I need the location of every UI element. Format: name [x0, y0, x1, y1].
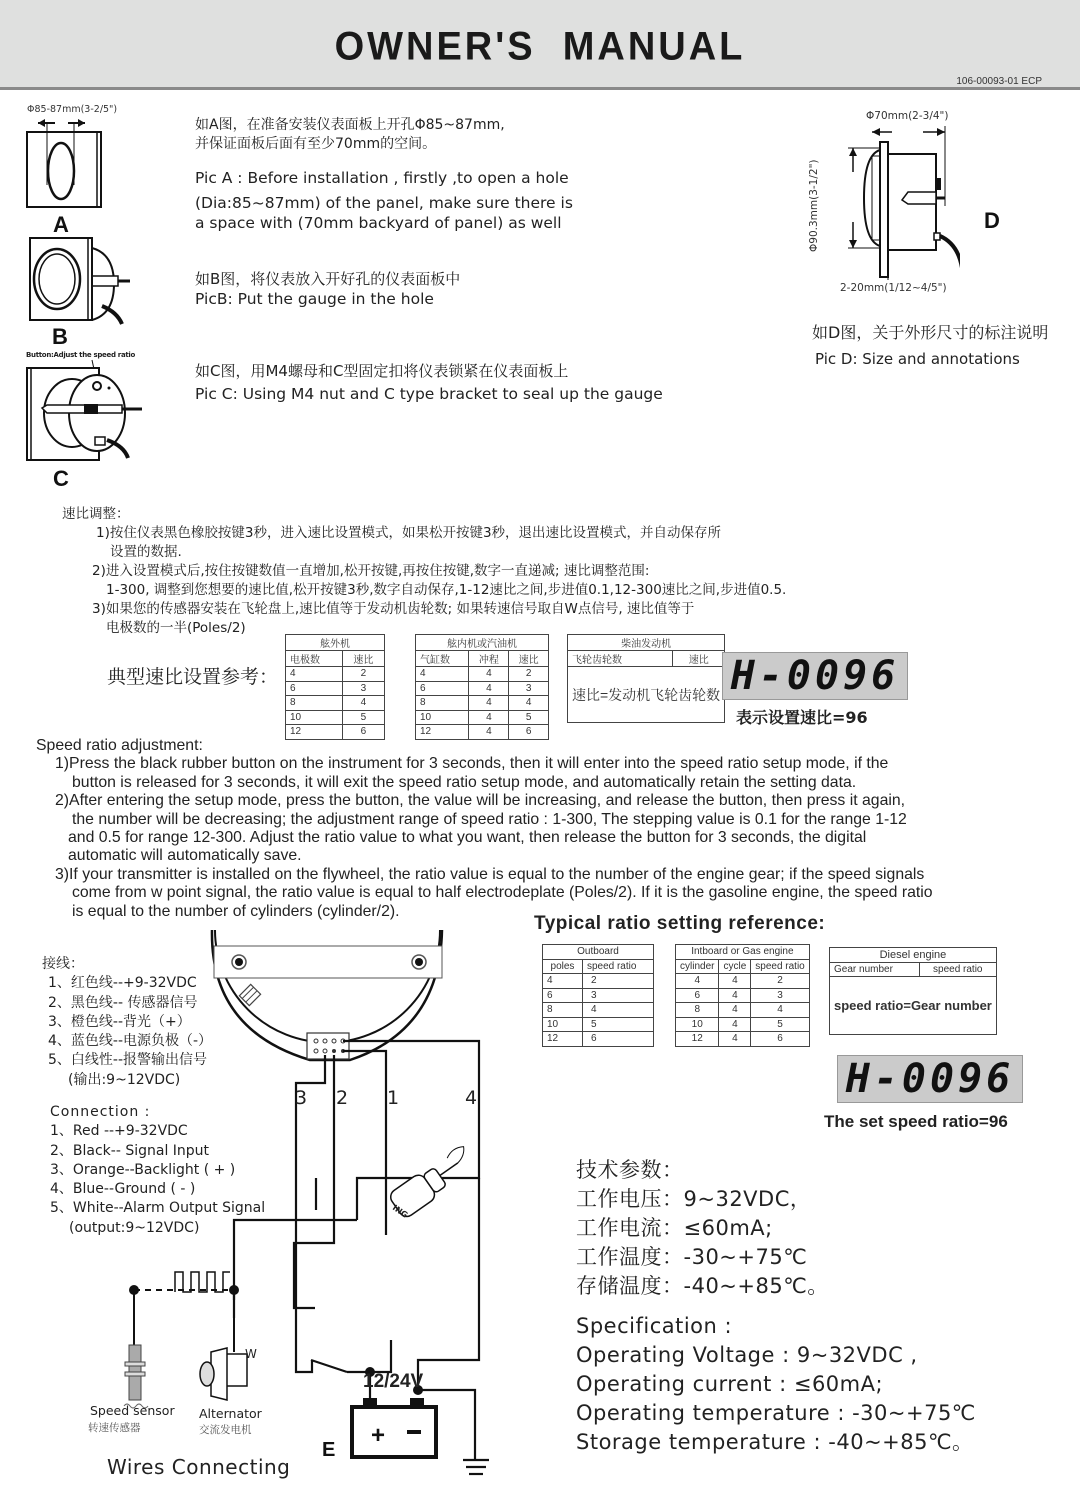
spec-item: 工作温度：-30~+75℃ — [576, 1245, 808, 1269]
alternator-label-en: Alternator — [199, 1406, 262, 1421]
en-line: button is released for 3 seconds, it will exit the speed ratio setup mode, and automatically retain the setting data. — [72, 773, 857, 791]
en-line: 2)After entering the setup mode, press the button, the value will be increasing, and release the button, then press it again, — [55, 792, 906, 810]
table-row: 12 6 — [543, 1032, 654, 1047]
spec-item: Operating current : ≤60mA; — [576, 1372, 884, 1396]
table-row: 10 4 5 — [676, 1017, 810, 1032]
cn-line: 1-300, 调整到您想要的速比值,松开按键3秒,数字自动保存,1-12速比之间,步进值0.1,12-300速比之间,步进值0.5. — [106, 582, 787, 598]
en-reference-label: Typical ratio setting reference: — [534, 913, 826, 934]
pic-a-cn-line1: 如A图，在准备安装仪表面板上开孔Φ85~87mm, — [195, 117, 505, 133]
cn-line: 3)如果您的传感器安装在飞轮盘上,速比值等于发动机齿轮数; 如果转速信号取自W点信号, 速比值等于 — [92, 601, 695, 617]
pic-d-cn: 如D图，关于外形尺寸的标注说明 — [812, 323, 1049, 342]
list-item: 1、红色线--+9-32VDC — [48, 975, 197, 992]
speed-ratio-cn-title: 速比调整： — [62, 506, 130, 522]
pic-b-en: PicB: Put the gauge in the hole — [195, 290, 434, 308]
pic-a-en-line1: Pic A : Before installation , firstly ,to open a hole — [195, 169, 569, 187]
cn-inboard-table: 舷内机或汽油机 气缸数 冲程 速比 4 4 2 6 4 3 8 4 4 10 4 5 12 4 6 — [415, 634, 549, 740]
spec-en-section — [576, 1312, 976, 1457]
wire-number-3: 3 — [295, 1087, 308, 1109]
pic-d-dim-bottom: 2-20mm(1/12~4/5") — [840, 282, 947, 294]
wire-number-2: 2 — [336, 1087, 349, 1109]
en-diesel-table: Diesel engine Gear number speed ratio speed ratio=Gear number — [829, 947, 997, 1035]
wire-number-1: 1 — [387, 1087, 400, 1109]
page-title: OWNER'S MANUAL — [334, 24, 746, 70]
cn-line: 2)进入设置模式后,按住按键数值一直增加,松开按键,再按住按键,数字一直递减; 速比调整范围: — [92, 563, 650, 579]
wiring-en-title: Connection : — [50, 1104, 151, 1120]
ignition-label: ING — [390, 1203, 410, 1220]
en-line: 1)Press the black rubber button on the instrument for 3 seconds, then it will enter into the speed ratio setup mode, if the — [55, 755, 889, 773]
alternator-terminal-label: W — [245, 1347, 257, 1361]
list-item: (output:9~12VDC) — [69, 1219, 200, 1236]
pic-b-label: B — [52, 324, 68, 349]
table-row: 4 2 — [543, 974, 654, 989]
en-line: 3)If your transmitter is installed on the flywheel, the ratio value is equal to the number of the engine gear; if the speed signals — [55, 865, 925, 883]
pic-c-cn: 如C图，用M4螺母和C型固定扣将仪表锁紧在仪表面板上 — [195, 362, 569, 380]
pic-c-en: Pic C: Using M4 nut and C type bracket to seal up the gauge — [195, 385, 663, 403]
column-header: 电极数 — [286, 651, 343, 667]
table-row: 6 4 3 — [416, 681, 549, 696]
table-row: 12 6 — [286, 725, 385, 740]
en-line: and 0.5 for range 12-300. Adjust the ratio value to what you want, then release the button for 3 seconds, the digital — [68, 829, 867, 847]
cn-reference-label: 典型速比设置参考： — [107, 666, 279, 688]
list-item: (输出:9~12VDC) — [68, 1071, 181, 1088]
list-item: 4、Blue--Ground ( - ) — [50, 1181, 196, 1198]
table-row: 12 4 6 — [416, 725, 549, 740]
diesel-formula: 速比=发动机飞轮齿轮数 — [568, 667, 725, 723]
wiring-cn-title: 接线： — [42, 956, 84, 972]
list-item: 3、Orange--Backlight ( + ) — [50, 1161, 236, 1178]
pic-d-label: D — [984, 208, 1000, 233]
table-row: 4 4 2 — [676, 974, 810, 989]
pic-d-dim-top: Φ70mm(2-3/4") — [866, 110, 949, 122]
lcd-display-en: H-0096 — [837, 1055, 1023, 1103]
pic-a-en-line2: (Dia:85~87mm) of the panel, make sure there is — [195, 194, 573, 212]
alternator-icon — [200, 1348, 247, 1400]
lcd-caption-en: The set speed ratio=96 — [824, 1112, 1008, 1131]
table-row: 10 5 — [543, 1017, 654, 1032]
table-row: 4 2 — [286, 667, 385, 682]
pic-d-dim-side: Φ90.3mm(3-1/2") — [808, 159, 820, 252]
list-item: 5、白线性--报警输出信号 — [48, 1052, 208, 1069]
en-line: is equal to the number of cylinders (cylinder/2). — [72, 902, 400, 920]
cn-line: 1)按住仪表黑色橡胶按键3秒，进入速比设置模式，如果松开按键3秒，退出速比设置模式，并自动保存所 — [96, 525, 722, 541]
speed-ratio-cn-instructions — [92, 524, 787, 638]
speed-sensor-label-en: Speed sensor — [90, 1403, 175, 1418]
cn-diesel-table: 柴油发动机 飞轮齿轮数 速比 速比=发动机飞轮齿轮数 — [567, 634, 725, 723]
spec-cn-section — [576, 1156, 829, 1301]
en-line: automatic will automatically save. — [68, 847, 302, 865]
table-row: 10 4 5 — [416, 710, 549, 725]
gauge-mount-bracket-diagram-icon — [22, 358, 152, 468]
lcd-caption-cn: 表示设置速比=96 — [736, 708, 868, 727]
cn-line: 设置的数据. — [110, 544, 182, 560]
cn-line: 电极数的一半(Poles/2) — [106, 620, 246, 636]
gauge-dimension-diagram-icon — [820, 120, 960, 280]
table-row: 6 4 3 — [676, 988, 810, 1003]
pic-a-en-line3: a space with (70mm backyard of panel) as well — [195, 214, 562, 232]
table-row: 4 4 2 — [416, 667, 549, 682]
table-row: 10 5 — [286, 710, 385, 725]
en-line: come from w point signal, the ratio value is equal to half electrodeplate (Poles/2). If it is the gasoline engine, the speed ratio — [72, 884, 933, 902]
table-title: 舷内机或汽油机 — [416, 635, 549, 651]
list-item: 2、Black-- Signal Input — [50, 1142, 210, 1159]
en-outboard-table: Outboard poles speed ratio 4 2 6 3 8 4 10 5 12 6 — [542, 944, 654, 1047]
lcd-display-cn: H-0096 — [722, 652, 908, 700]
pic-e-label: E — [322, 1439, 336, 1461]
list-item: 4、蓝色线--电源负极（-） — [48, 1033, 213, 1050]
spec-cn-title: 技术参数： — [576, 1158, 684, 1182]
table-row: 12 4 6 — [676, 1032, 810, 1047]
spec-item: 存储温度：-40~+85℃。 — [576, 1274, 829, 1298]
table-row: 8 4 4 — [416, 696, 549, 711]
table-row: 8 4 — [286, 696, 385, 711]
table-row: 8 4 — [543, 1003, 654, 1018]
en-inboard-table: Intboard or Gas engine cylinder cycle speed ratio 4 4 2 6 4 3 8 4 4 10 4 5 12 4 6 — [675, 944, 810, 1047]
speed-ratio-cn-section — [62, 505, 130, 524]
pic-a-label: A — [53, 212, 69, 237]
speed-ratio-en-title: Speed ratio adjustment: — [36, 737, 203, 754]
list-item: 3、橙色线--背光（+） — [48, 1013, 191, 1030]
speed-ratio-en-section — [36, 737, 933, 921]
wiring-diagram — [0, 920, 560, 1486]
pic-c-label: C — [53, 466, 69, 491]
wire-number-4: 4 — [465, 1087, 478, 1109]
pic-a-dimension: Φ85-87mm(3-2/5") — [27, 104, 118, 115]
gauge-in-hole-diagram-icon — [22, 236, 132, 328]
battery-plus-icon: + — [371, 1422, 386, 1449]
adjust-button-note: Button:Adjust the speed ratio — [26, 351, 136, 359]
speed-sensor-label-cn: 转速传感器 — [88, 1422, 141, 1434]
wires-connecting-caption: Wires Connecting — [107, 1455, 291, 1479]
table-row: 8 4 4 — [676, 1003, 810, 1018]
table-row: 6 3 — [543, 988, 654, 1003]
diesel-formula: speed ratio=Gear number — [830, 977, 997, 1035]
list-item: 2、黑色线-- 传感器信号 — [48, 994, 198, 1011]
table-title: 舷外机 — [286, 635, 385, 651]
panel-hole-diagram-icon — [20, 115, 110, 215]
spec-item: Operating Voltage : 9~32VDC , — [576, 1343, 918, 1367]
table-row: 6 3 — [286, 681, 385, 696]
spec-item: Storage temperature : -40~+85℃。 — [576, 1430, 974, 1454]
list-item: 5、White--Alarm Output Signal — [50, 1200, 266, 1217]
alternator-label-cn: 交流发电机 — [199, 1424, 252, 1436]
pic-a-cn-line2: 并保证面板后面有至少70mm的空间。 — [195, 136, 437, 152]
spec-item: 工作电流：≤60mA; — [576, 1216, 773, 1240]
cn-outboard-table — [285, 634, 385, 740]
spec-item: 工作电压：9~32VDC， — [576, 1187, 812, 1211]
document-code: 106-00093-01 ECP — [956, 76, 1042, 87]
battery-voltage-label: 12/24V — [363, 1371, 424, 1392]
spec-en-title: Specification : — [576, 1314, 733, 1338]
column-header: 速比 — [342, 651, 384, 667]
en-line: the number will be decreasing; the adjustment range of speed ratio : 1-300, The stepping value is 0.1 for the range 1-12 — [72, 810, 907, 828]
pic-d-en: Pic D: Size and annotations — [815, 350, 1020, 368]
list-item: 1、Red --+9-32VDC — [50, 1123, 188, 1140]
pic-b-cn: 如B图，将仪表放入开好孔的仪表面板中 — [195, 270, 461, 288]
spec-item: Operating temperature : -30~+75℃ — [576, 1401, 976, 1425]
